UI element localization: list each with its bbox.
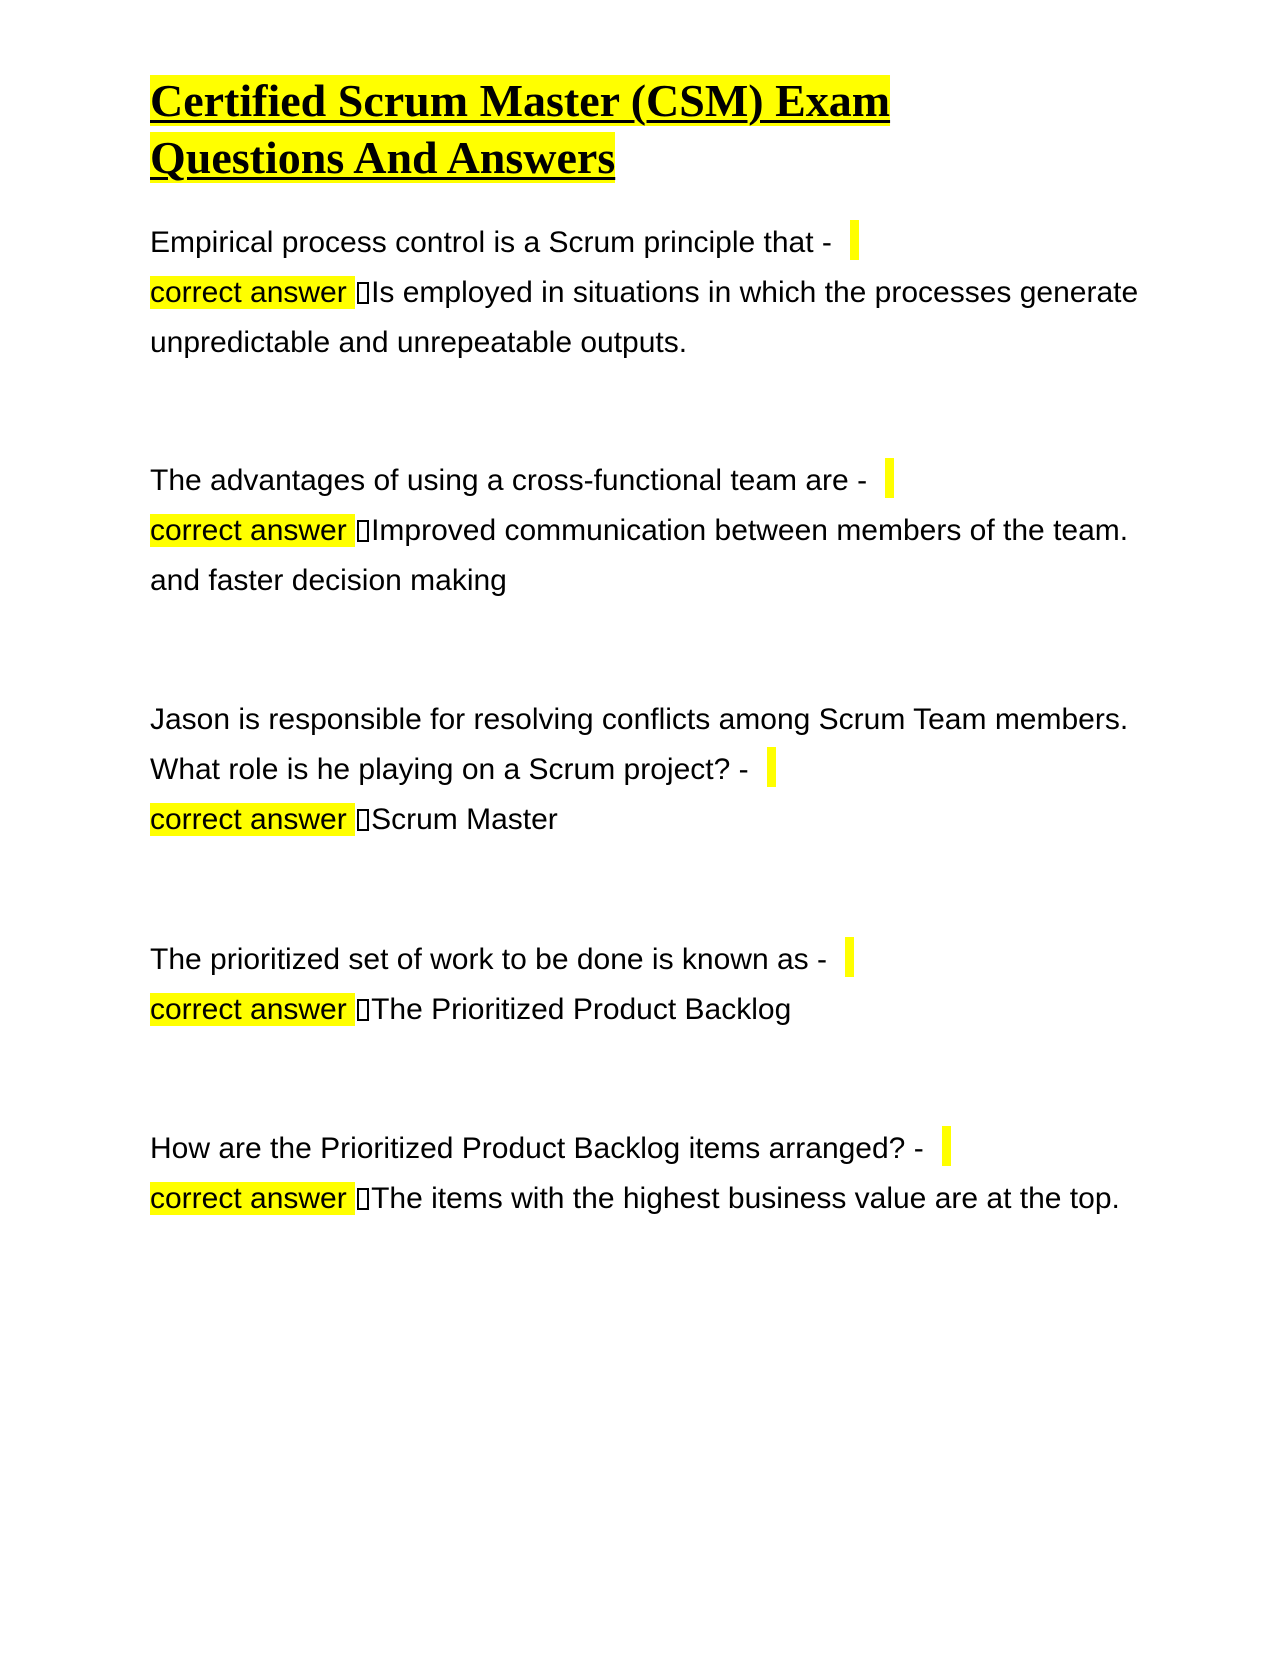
missing-glyph-icon xyxy=(357,520,369,542)
answer-text: The items with the highest business value are at the top. xyxy=(371,1182,1120,1215)
question-text: The advantages of using a cross-functional team are - xyxy=(150,464,876,497)
highlight-marker xyxy=(767,747,776,787)
title-line-1: Certified Scrum Master (CSM) Exam xyxy=(150,75,891,126)
answer-label: correct answer xyxy=(150,276,356,309)
answer-text: Is employed in situations in which the processes generate unpredictable and unrepeatable outputs. xyxy=(150,276,1139,359)
document-title xyxy=(150,72,1150,186)
missing-glyph-icon xyxy=(357,999,369,1021)
qa-item xyxy=(150,218,1150,368)
missing-glyph-icon xyxy=(357,1188,369,1210)
qa-item xyxy=(150,456,1150,606)
qa-item xyxy=(150,1124,1150,1224)
answer-label: correct answer xyxy=(150,993,356,1026)
highlight-marker xyxy=(850,220,859,260)
question-text: Jason is responsible for resolving conflicts among Scrum Team members. What role is he playing on a Scrum project? - xyxy=(150,703,1129,786)
answer-label: correct answer xyxy=(150,1182,356,1215)
answer-text: The Prioritized Product Backlog xyxy=(371,993,792,1026)
qa-item xyxy=(150,695,1150,845)
missing-glyph-icon xyxy=(357,809,369,831)
highlight-marker xyxy=(885,458,894,498)
highlight-marker xyxy=(845,937,854,977)
question-text: Empirical process control is a Scrum principle that - xyxy=(150,226,841,259)
question-text: How are the Prioritized Product Backlog items arranged? - xyxy=(150,1132,933,1165)
qa-item xyxy=(150,935,1150,1035)
question-text: The prioritized set of work to be done is known as - xyxy=(150,943,836,976)
answer-text: Scrum Master xyxy=(371,803,558,836)
title-line-2: Questions And Answers xyxy=(150,132,616,183)
missing-glyph-icon xyxy=(357,282,369,304)
answer-text: Improved communication between members of the team. and faster decision making xyxy=(150,514,1129,597)
answer-label: correct answer xyxy=(150,803,356,836)
answer-label: correct answer xyxy=(150,514,356,547)
highlight-marker xyxy=(942,1126,951,1166)
